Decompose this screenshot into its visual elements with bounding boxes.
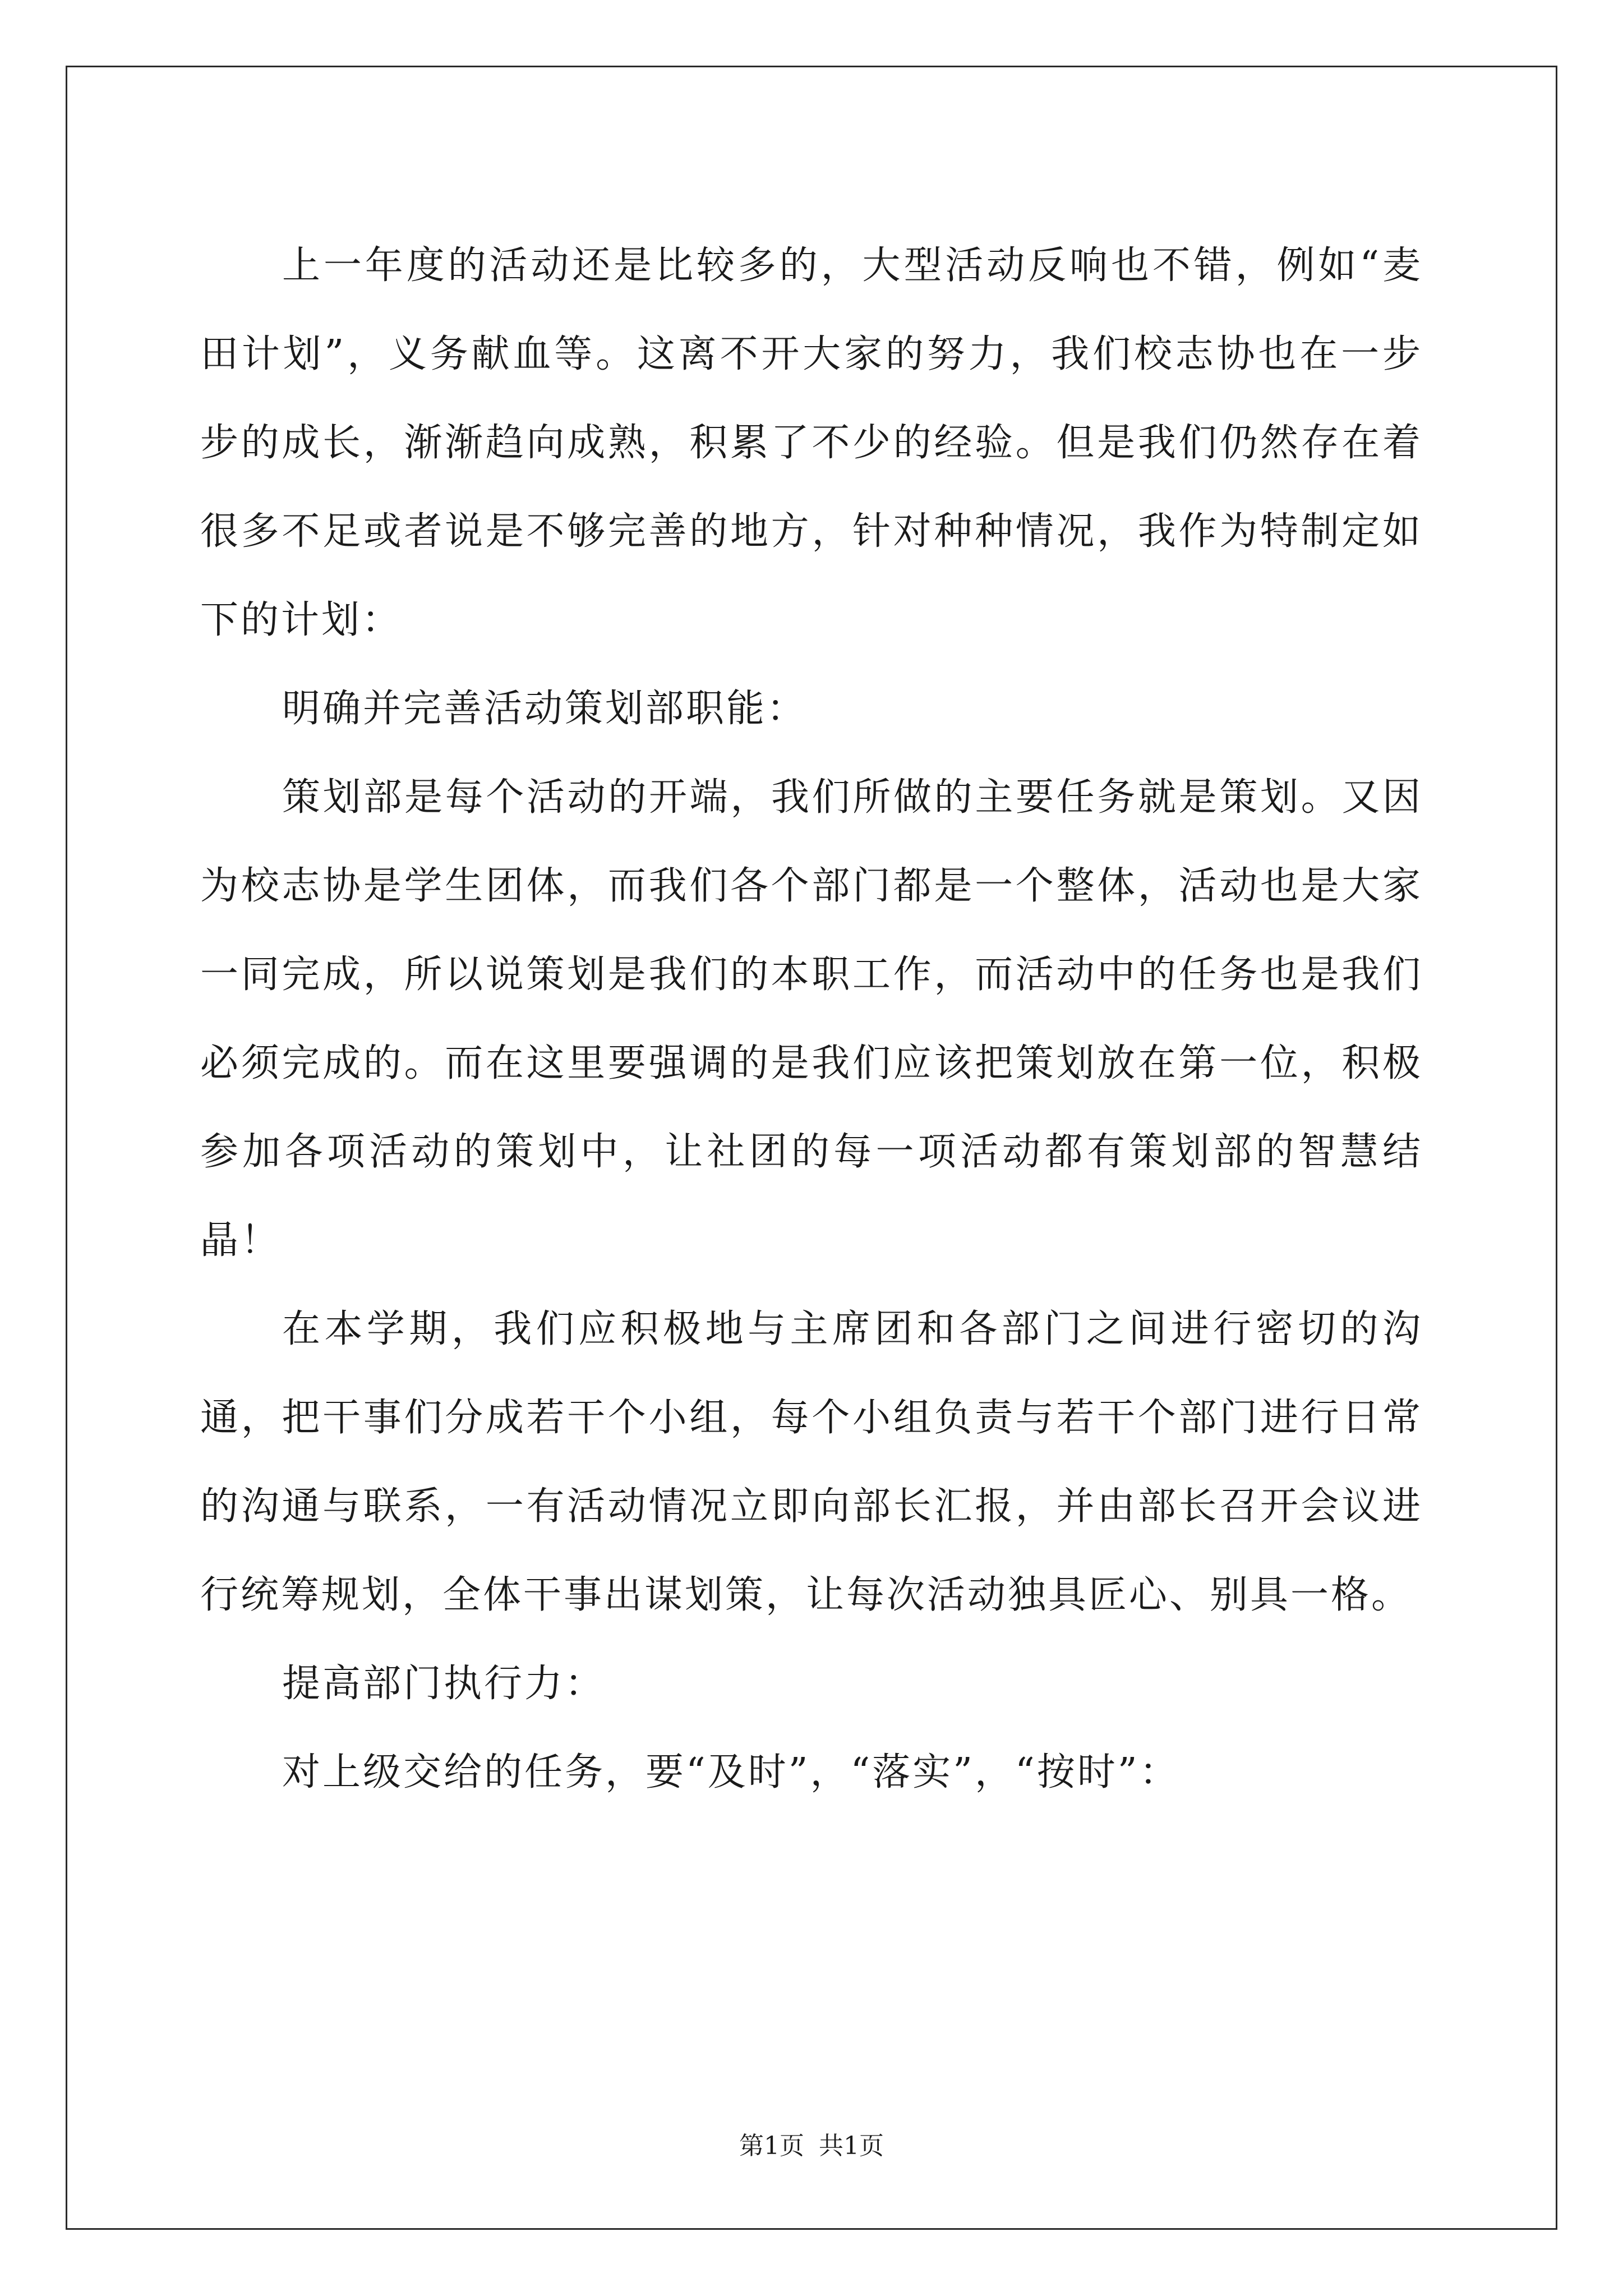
page-total: 共1页 xyxy=(819,2132,884,2160)
document-body xyxy=(200,222,1423,1817)
paragraph-communication: 在本学期，我们应积极地与主席团和各部门之间进行密切的沟通，把干事们分成若干个小组，每个小组负责与若干个部门进行日常的沟通与联系，一有活动情况立即向部长汇报，并由部长召开会议进行统筹规划，全体干事出谋划策，让每次活动独具匠心、别具一格。 xyxy=(200,1307,1423,1617)
paragraph-heading-execution: 提高部门执行力： xyxy=(282,1662,606,1706)
page-number: 第1页 xyxy=(739,2132,804,2160)
paragraph-task-requirements: 对上级交给的任务，要“及时”，“落实”，“按时”： xyxy=(282,1750,1180,1795)
paragraph-heading-planning-role: 明确并完善活动策划部职能： xyxy=(282,687,808,731)
paragraph-planning-duties: 策划部是每个活动的开端，我们所做的主要任务就是策划。又因为校志协是学生团体，而我们各个部门都是一个整体，活动也是大家一同完成，所以说策划是我们的本职工作，而活动中的任务也是我们必须完成的。而在这里要强调的是我们应该把策划放在第一位，积极参加各项活动的策划中，让社团的每一项活动都有策划部的智慧结晶！ xyxy=(200,775,1423,1263)
paragraph-intro: 上一年度的活动还是比较多的，大型活动反响也不错，例如“麦田计划”，义务献血等。这离不开大家的努力，我们校志协也在一步步的成长，渐渐趋向成熟，积累了不少的经验。但是我们仍然存在着很多不足或者说是不够完善的地方，针对种种情况，我作为特制定如下的计划： xyxy=(200,243,1423,642)
page-footer xyxy=(0,2129,1623,2163)
